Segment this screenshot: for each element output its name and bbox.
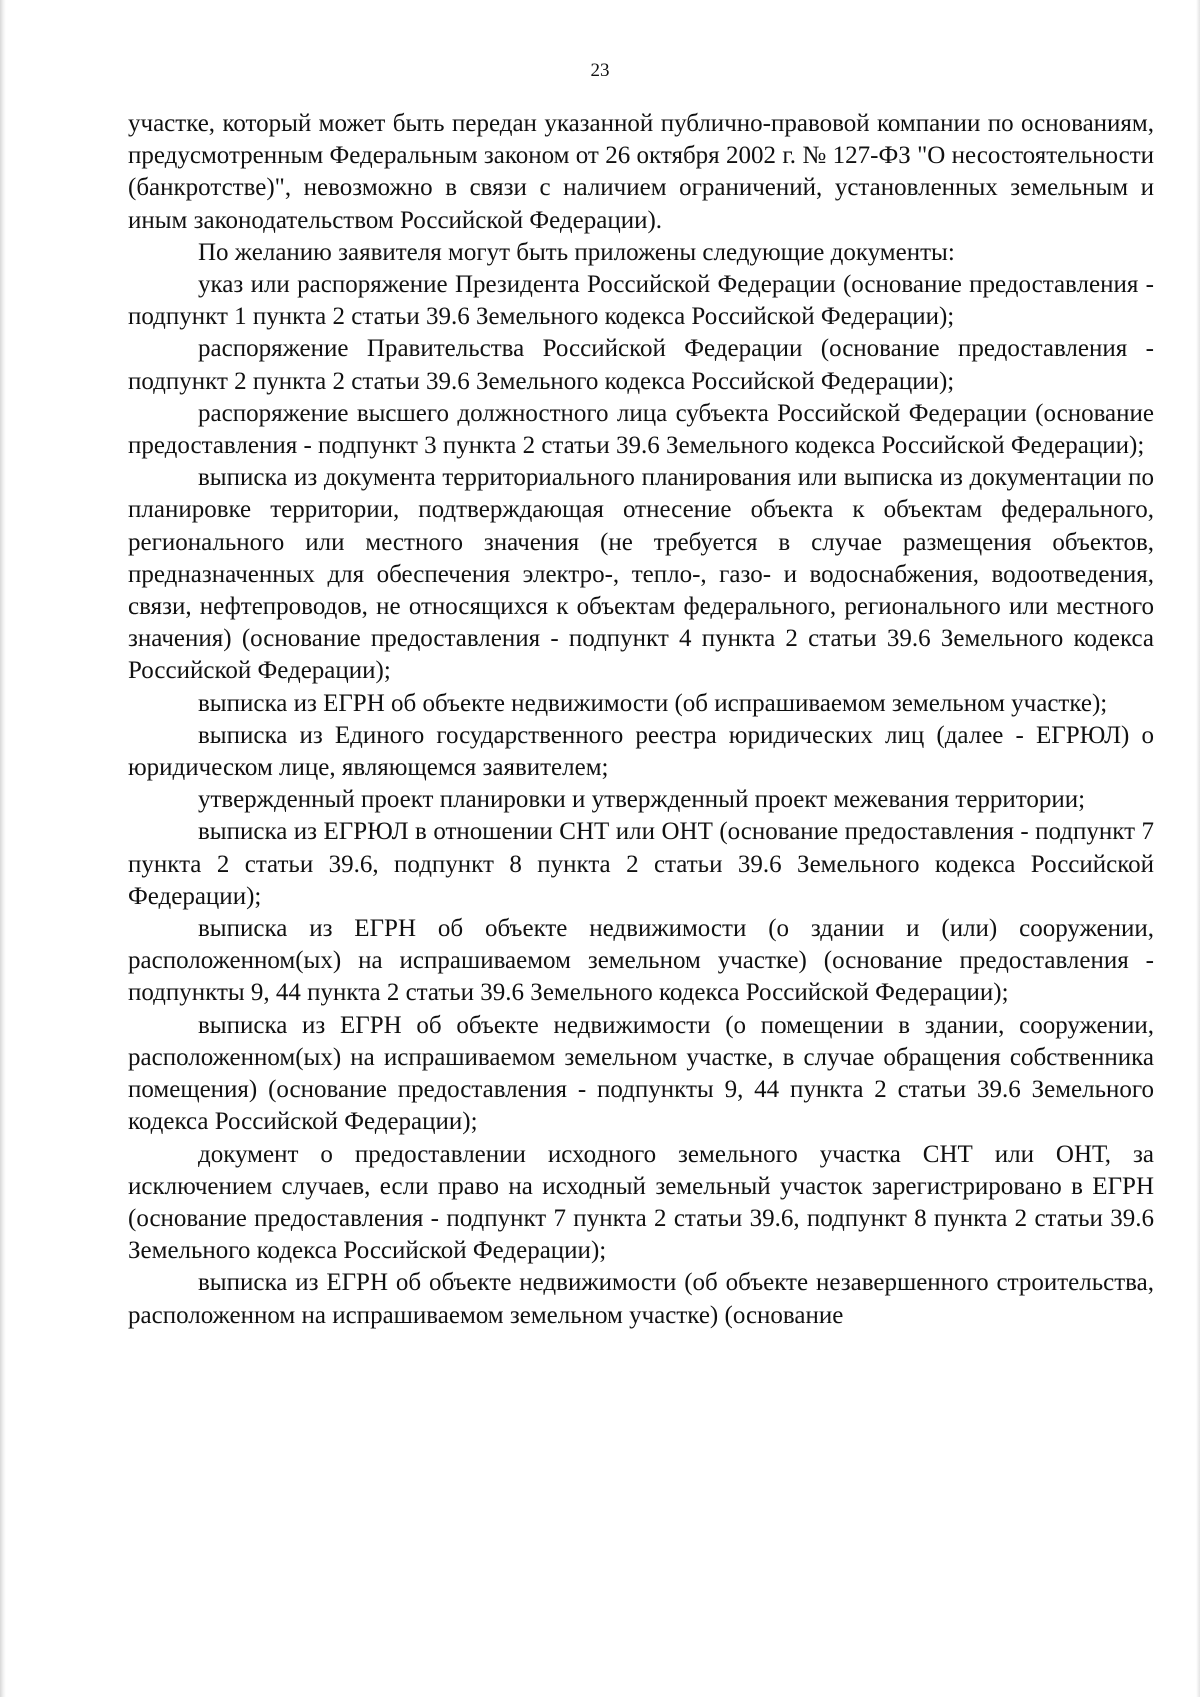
paragraph-list-item: распоряжение Правительства Российской Федерации (основание предоставления - подпункт 2 пункта 2 статьи 39.6 Земельного кодекса Российской Федерации);	[128, 335, 1154, 395]
paragraph-list-item: выписка из ЕГРН об объекте недвижимости (о помещении в здании, сооружении, расположенном(ых) на испрашиваемом земельном участке, в случае обращения собственника помещения) (основание предоставления - подпункты 9, 44 пункта 2 статьи 39.6 Земельного кодекса Российской Федерации);	[128, 1011, 1154, 1136]
paragraph-list-item: выписка из ЕГРЮЛ в отношении СНТ или ОНТ (основание предоставления - подпункт 7 пункта 2 статьи 39.6, подпункт 8 пункта 2 статьи 39.6 Земельного кодекса Российской Федерации);	[128, 818, 1154, 910]
paragraph-list-item: выписка из ЕГРН об объекте недвижимости (о здании и (или) сооружении, расположенном(ых) на испрашиваемом земельном участке) (основание предоставления - подпункты 9, 44 пункта 2 статьи 39.6 Земельного кодекса Российской Федерации);	[128, 915, 1154, 1007]
scan-edge-left	[0, 0, 6, 1697]
paragraph-list-item: выписка из Единого государственного реестра юридических лиц (далее - ЕГРЮЛ) о юридическом лице, являющемся заявителем;	[128, 721, 1154, 782]
paragraph-continuation: участке, который может быть передан указанной публично-правовой компании по основаниям, предусмотренным Федеральным законом от 26 октября 2002 г. № 127-ФЗ "О несостоятельности (банкротстве)", невозможно в связи с наличием ограничений, установленных земельным и иным законодательством Российской Федерации).	[128, 110, 1154, 234]
document-body	[128, 108, 1154, 1332]
page-number: 23	[590, 60, 610, 81]
paragraph-list-item: выписка из документа территориального планирования или выписка из документации по планировке территории, подтверждающая отнесение объекта к объектам федерального, регионального или местного значения (не требуется в случае размещения объектов, предназначенных для обеспечения электро-, тепло-, газо- и водоснабжения, водоотведения, связи, нефтепроводов, не относящихся к объектам федерального, регионального или местного значения) (основание предоставления - подпункт 4 пункта 2 статьи 39.6 Земельного кодекса Российской Федерации);	[128, 464, 1154, 685]
paragraph-list-item: указ или распоряжение Президента Российской Федерации (основание предоставления - подпункт 1 пункта 2 статьи 39.6 Земельного кодекса Российской Федерации);	[128, 271, 1154, 331]
paragraph-list-item: распоряжение высшего должностного лица субъекта Российской Федерации (основание предоставления - подпункт 3 пункта 2 статьи 39.6 Земельного кодекса Российской Федерации);	[128, 399, 1154, 460]
paragraph-list-item: утвержденный проект планировки и утвержденный проект межевания территории;	[198, 786, 1086, 814]
paragraph-list-item: выписка из ЕГРН об объекте недвижимости (об объекте незавершенного строительства, расположенном на испрашиваемом земельном участке) (основание	[128, 1269, 1154, 1329]
paragraph-list-item: документ о предоставлении исходного земельного участка СНТ или ОНТ, за исключением случаев, если право на исходный земельный участок зарегистрировано в ЕГРН (основание предоставления - подпункт 7 пункта 2 статьи 39.6, подпункт 8 пункта 2 статьи 39.6 Земельного кодекса Российской Федерации);	[128, 1140, 1154, 1265]
paragraph-list-item: выписка из ЕГРН об объекте недвижимости (об испрашиваемом земельном участке);	[198, 689, 1108, 717]
paragraph-intro: По желанию заявителя могут быть приложены следующие документы:	[198, 238, 955, 266]
scan-edge-right	[1196, 0, 1200, 1697]
